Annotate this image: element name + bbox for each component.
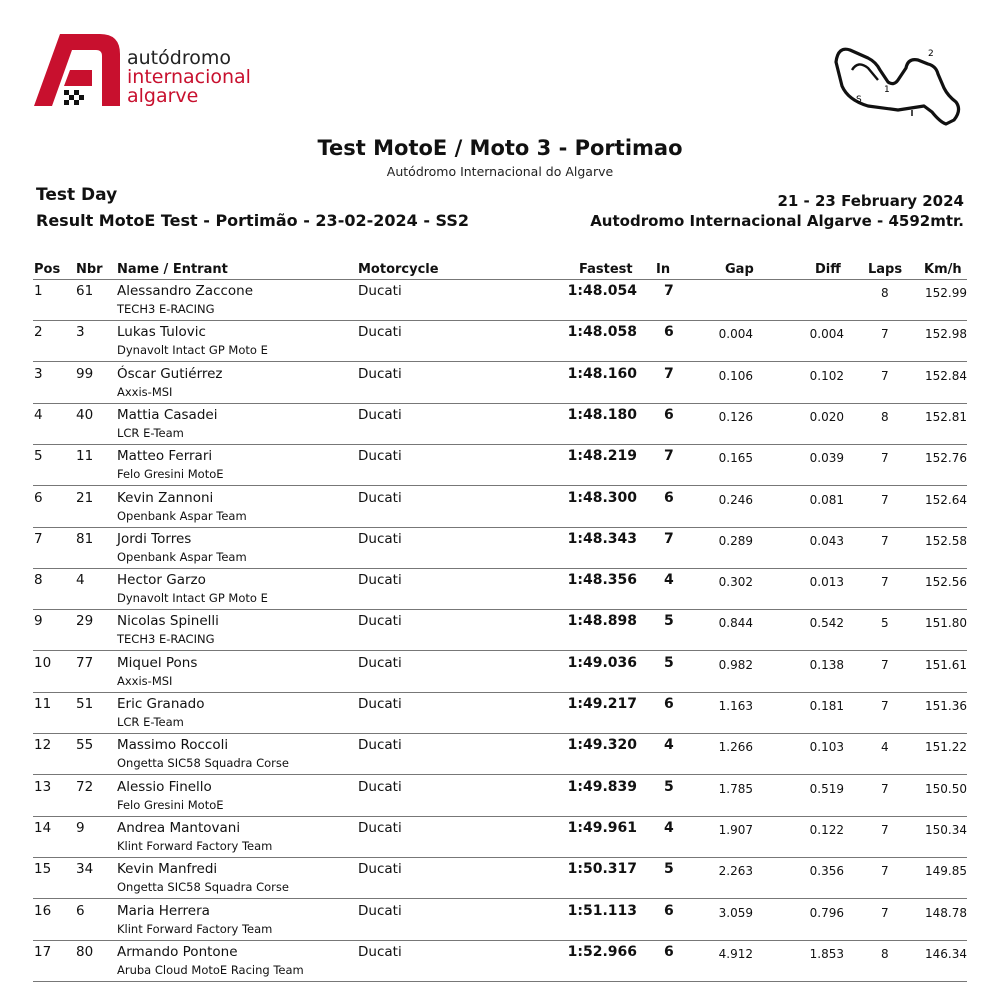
fastest-lap-in: 4 xyxy=(664,819,674,836)
laps: 7 xyxy=(881,533,889,548)
motorcycle: Ducati xyxy=(358,530,402,547)
session-type: Test Day xyxy=(36,185,118,205)
laps: 5 xyxy=(881,616,889,631)
table-row xyxy=(33,858,967,899)
diff: 0.020 xyxy=(809,409,844,424)
fastest-lap-in: 6 xyxy=(664,406,674,423)
entrant-team: Dynavolt Intact GP Moto E xyxy=(117,343,268,358)
fastest-lap-in: 7 xyxy=(664,448,674,465)
motorcycle: Ducati xyxy=(358,283,402,299)
fastest-lap: 1:49.961 xyxy=(567,819,637,836)
entrant-team: LCR E-Team xyxy=(117,425,184,440)
entrant-team: Ongetta SIC58 Squadra Corse xyxy=(117,880,289,895)
laps: 7 xyxy=(881,699,889,713)
speed-kmh: 152.58 xyxy=(925,533,967,548)
gap: 0.165 xyxy=(718,451,753,466)
position: 5 xyxy=(34,448,43,465)
position: 7 xyxy=(34,530,43,547)
fastest-lap: 1:50.317 xyxy=(567,861,637,878)
document-subtitle: Autódromo Internacional do Algarve xyxy=(386,164,614,179)
table-row xyxy=(33,693,967,734)
position: 13 xyxy=(34,778,52,795)
gap: 1.785 xyxy=(718,781,753,796)
rider-number: 51 xyxy=(76,696,94,712)
rider-number: 11 xyxy=(76,448,94,465)
fastest-lap: 1:48.219 xyxy=(567,448,637,465)
rider-number: 81 xyxy=(76,530,94,547)
col-nbr: Nbr xyxy=(76,262,103,277)
laps: 7 xyxy=(881,492,889,507)
table-row xyxy=(33,734,967,775)
motorcycle: Ducati xyxy=(358,778,402,795)
motorcycle: Ducati xyxy=(358,696,402,712)
logo-text xyxy=(127,49,251,106)
col-pos: Pos xyxy=(34,262,61,277)
table-row xyxy=(33,445,967,486)
table-row xyxy=(33,404,967,445)
track-layout-icon xyxy=(828,40,968,130)
speed-kmh: 151.80 xyxy=(925,616,967,631)
rider-name: Matteo Ferrari xyxy=(117,448,213,465)
motorcycle: Ducati xyxy=(358,489,402,506)
speed-kmh: 152.64 xyxy=(925,492,967,507)
position: 16 xyxy=(34,902,52,919)
col-fastest: Fastest xyxy=(579,262,633,277)
table-row xyxy=(33,363,967,404)
speed-kmh: 151.61 xyxy=(925,657,967,672)
speed-kmh: 151.22 xyxy=(925,740,967,755)
gap: 0.302 xyxy=(718,575,753,590)
col-laps: Laps xyxy=(868,262,903,277)
position: 11 xyxy=(34,696,52,712)
motorcycle: Ducati xyxy=(358,365,402,382)
gap: 4.912 xyxy=(718,946,753,961)
position: 2 xyxy=(34,324,43,341)
fastest-lap-in: 4 xyxy=(664,737,674,754)
motorcycle: Ducati xyxy=(358,943,402,960)
gap: 0.126 xyxy=(718,409,753,424)
rider-name: Massimo Roccoli xyxy=(117,737,229,754)
motorcycle: Ducati xyxy=(358,737,402,754)
event-dates: 21 - 23 February 2024 xyxy=(777,192,964,210)
rider-number: 40 xyxy=(76,406,94,423)
table-row xyxy=(33,321,967,362)
fastest-lap-in: 7 xyxy=(664,530,674,547)
entrant-team: Axxis-MSI xyxy=(117,673,173,688)
rider-name: Andrea Mantovani xyxy=(117,819,241,836)
position: 14 xyxy=(34,819,52,836)
rider-name: Maria Herrera xyxy=(117,902,210,919)
logo-line-2: internacional xyxy=(127,66,251,88)
entrant-team: Aruba Cloud MotoE Racing Team xyxy=(117,962,304,977)
motorcycle: Ducati xyxy=(358,861,402,878)
fastest-lap: 1:49.320 xyxy=(567,737,637,754)
position: 4 xyxy=(34,406,43,423)
motorcycle: Ducati xyxy=(358,613,402,630)
diff: 0.004 xyxy=(809,327,844,342)
laps: 8 xyxy=(881,409,889,424)
fastest-lap: 1:48.356 xyxy=(567,572,637,589)
rider-name: Hector Garzo xyxy=(117,572,206,589)
rider-number: 6 xyxy=(76,902,85,919)
logo-line-3: algarve xyxy=(127,85,199,107)
fastest-lap: 1:52.966 xyxy=(567,943,637,960)
fastest-lap-in: 5 xyxy=(664,654,674,671)
gap: 1.907 xyxy=(718,822,753,837)
speed-kmh: 148.78 xyxy=(925,905,967,920)
logo-line-1: autódromo xyxy=(127,47,231,69)
diff: 0.181 xyxy=(809,699,844,713)
rider-number: 21 xyxy=(76,489,94,506)
col-diff: Diff xyxy=(815,262,841,277)
fastest-lap: 1:48.160 xyxy=(567,365,637,382)
diff: 0.013 xyxy=(809,575,844,590)
entrant-team: Klint Forward Factory Team xyxy=(117,921,273,936)
table-row xyxy=(33,487,967,528)
laps: 8 xyxy=(881,286,889,300)
diff: 0.796 xyxy=(809,905,844,920)
fastest-lap: 1:48.898 xyxy=(567,613,637,630)
rider-name: Miquel Pons xyxy=(117,654,198,671)
document-title: Test MotoE / Moto 3 - Portimao xyxy=(317,136,683,160)
diff: 0.122 xyxy=(809,822,844,837)
laps: 7 xyxy=(881,864,889,879)
fastest-lap: 1:49.036 xyxy=(567,654,637,671)
position: 10 xyxy=(34,654,52,671)
fastest-lap: 1:48.300 xyxy=(567,489,637,506)
table-row xyxy=(33,817,967,858)
entrant-team: Klint Forward Factory Team xyxy=(117,838,273,853)
rider-number: 99 xyxy=(76,365,94,382)
motorcycle: Ducati xyxy=(358,572,402,589)
motorcycle: Ducati xyxy=(358,448,402,465)
rider-name: Eric Granado xyxy=(117,696,205,712)
position: 9 xyxy=(34,613,43,630)
table-row xyxy=(33,941,967,982)
diff: 0.138 xyxy=(809,657,844,672)
fastest-lap-in: 5 xyxy=(664,861,674,878)
rider-name: Kevin Zannoni xyxy=(117,489,214,506)
speed-kmh: 152.76 xyxy=(925,451,967,466)
fastest-lap-in: 4 xyxy=(664,572,674,589)
fastest-lap-in: 6 xyxy=(664,324,674,341)
position: 6 xyxy=(34,489,43,506)
motorcycle: Ducati xyxy=(358,406,402,423)
fastest-lap: 1:48.180 xyxy=(567,406,637,423)
col-in: In xyxy=(656,262,671,277)
rider-name: Óscar Gutiérrez xyxy=(117,365,223,382)
rider-number: 55 xyxy=(76,737,94,754)
rider-name: Lukas Tulovic xyxy=(117,324,206,341)
entrant-team: Axxis-MSI xyxy=(117,384,173,399)
gap: 0.289 xyxy=(718,533,753,548)
rider-name: Armando Pontone xyxy=(117,943,238,960)
speed-kmh: 152.99 xyxy=(925,286,967,300)
laps: 4 xyxy=(881,740,889,755)
motorcycle: Ducati xyxy=(358,902,402,919)
col-kmh: Km/h xyxy=(924,262,962,277)
laps: 7 xyxy=(881,451,889,466)
gap: 0.844 xyxy=(718,616,753,631)
speed-kmh: 152.56 xyxy=(925,575,967,590)
circuit-logo xyxy=(30,30,270,110)
col-name: Name / Entrant xyxy=(117,262,228,277)
fastest-lap-in: 7 xyxy=(664,365,674,382)
laps: 7 xyxy=(881,822,889,837)
table-row xyxy=(33,652,967,693)
gap: 1.266 xyxy=(718,740,753,755)
table-row xyxy=(33,528,967,569)
gap: 0.004 xyxy=(718,327,753,342)
entrant-team: Openbank Aspar Team xyxy=(117,549,247,564)
motorcycle: Ducati xyxy=(358,819,402,836)
entrant-team: Dynavolt Intact GP Moto E xyxy=(117,591,268,606)
entrant-team: LCR E-Team xyxy=(117,715,184,729)
entrant-team: Felo Gresini MotoE xyxy=(117,797,224,812)
diff: 0.039 xyxy=(809,451,844,466)
laps: 7 xyxy=(881,905,889,920)
position: 3 xyxy=(34,365,43,382)
entrant-team: Felo Gresini MotoE xyxy=(117,467,224,482)
speed-kmh: 150.34 xyxy=(925,822,967,837)
diff: 0.102 xyxy=(809,368,844,383)
rider-name: Kevin Manfredi xyxy=(117,861,218,878)
fastest-lap-in: 5 xyxy=(664,778,674,795)
col-motorcycle: Motorcycle xyxy=(358,262,439,277)
gap: 0.246 xyxy=(718,492,753,507)
laps: 7 xyxy=(881,657,889,672)
position: 8 xyxy=(34,572,43,589)
table-header xyxy=(0,262,1000,278)
motorcycle: Ducati xyxy=(358,324,402,341)
gap: 2.263 xyxy=(718,864,753,879)
fastest-lap: 1:48.054 xyxy=(567,283,637,299)
speed-kmh: 152.98 xyxy=(925,327,967,342)
table-row xyxy=(33,610,967,651)
fastest-lap-in: 6 xyxy=(664,943,674,960)
rider-name: Alessandro Zaccone xyxy=(117,283,254,299)
result-title: Result MotoE Test - Portimão - 23-02-2024 - SS2 xyxy=(36,211,470,230)
laps: 7 xyxy=(881,327,889,342)
track-label-1: 1 xyxy=(884,85,890,95)
fastest-lap: 1:49.217 xyxy=(567,696,637,712)
diff: 0.103 xyxy=(809,740,844,755)
diff: 0.542 xyxy=(809,616,844,631)
rider-name: Nicolas Spinelli xyxy=(117,613,219,630)
rider-number: 61 xyxy=(76,283,94,299)
gap: 1.163 xyxy=(718,699,753,713)
entrant-team: Openbank Aspar Team xyxy=(117,508,247,523)
fastest-lap: 1:48.058 xyxy=(567,324,637,341)
rider-number: 4 xyxy=(76,572,85,589)
table-row xyxy=(33,569,967,610)
table-row xyxy=(33,900,967,941)
laps: 7 xyxy=(881,368,889,383)
position: 17 xyxy=(34,943,52,960)
fastest-lap-in: 7 xyxy=(664,283,674,299)
fastest-lap-in: 6 xyxy=(664,902,674,919)
diff: 1.853 xyxy=(809,946,844,961)
gap: 0.106 xyxy=(718,368,753,383)
diff: 0.356 xyxy=(809,864,844,879)
rider-number: 77 xyxy=(76,654,94,671)
fastest-lap-in: 6 xyxy=(664,489,674,506)
laps: 7 xyxy=(881,575,889,590)
entrant-team: TECH3 E-RACING xyxy=(117,632,215,647)
rider-name: Alessio Finello xyxy=(117,778,212,795)
laps: 8 xyxy=(881,946,889,961)
speed-kmh: 151.36 xyxy=(925,699,967,713)
fastest-lap: 1:51.113 xyxy=(567,902,637,919)
fastest-lap-in: 6 xyxy=(664,696,674,712)
gap: 0.982 xyxy=(718,657,753,672)
venue-info: Autodromo Internacional Algarve - 4592mtr. xyxy=(590,212,964,230)
laps: 7 xyxy=(881,781,889,796)
track-label-2: 2 xyxy=(928,49,934,59)
track-label-s: S xyxy=(856,95,862,105)
table-row xyxy=(33,280,967,321)
entrant-team: Ongetta SIC58 Squadra Corse xyxy=(117,756,289,771)
rider-name: Mattia Casadei xyxy=(117,406,218,423)
rider-number: 34 xyxy=(76,861,94,878)
fastest-lap: 1:49.839 xyxy=(567,778,637,795)
diff: 0.043 xyxy=(809,533,844,548)
speed-kmh: 152.84 xyxy=(925,368,967,383)
speed-kmh: 149.85 xyxy=(925,864,967,879)
rider-number: 72 xyxy=(76,778,94,795)
rider-name: Jordi Torres xyxy=(117,530,192,547)
rider-number: 80 xyxy=(76,943,94,960)
circuit-logo-mark-icon xyxy=(30,30,122,108)
track-map xyxy=(828,40,968,130)
diff: 0.081 xyxy=(809,492,844,507)
entrant-team: TECH3 E-RACING xyxy=(117,302,215,316)
position: 15 xyxy=(34,861,52,878)
diff: 0.519 xyxy=(809,781,844,796)
fastest-lap-in: 5 xyxy=(664,613,674,630)
position: 1 xyxy=(34,283,43,299)
gap: 3.059 xyxy=(718,905,753,920)
fastest-lap: 1:48.343 xyxy=(567,530,637,547)
table-row xyxy=(33,776,967,817)
col-gap: Gap xyxy=(725,262,754,277)
speed-kmh: 152.81 xyxy=(925,409,967,424)
rider-number: 29 xyxy=(76,613,94,630)
speed-kmh: 150.50 xyxy=(925,781,967,796)
speed-kmh: 146.34 xyxy=(925,946,967,961)
position: 12 xyxy=(34,737,52,754)
motorcycle: Ducati xyxy=(358,654,402,671)
rider-number: 9 xyxy=(76,819,85,836)
rider-number: 3 xyxy=(76,324,85,341)
